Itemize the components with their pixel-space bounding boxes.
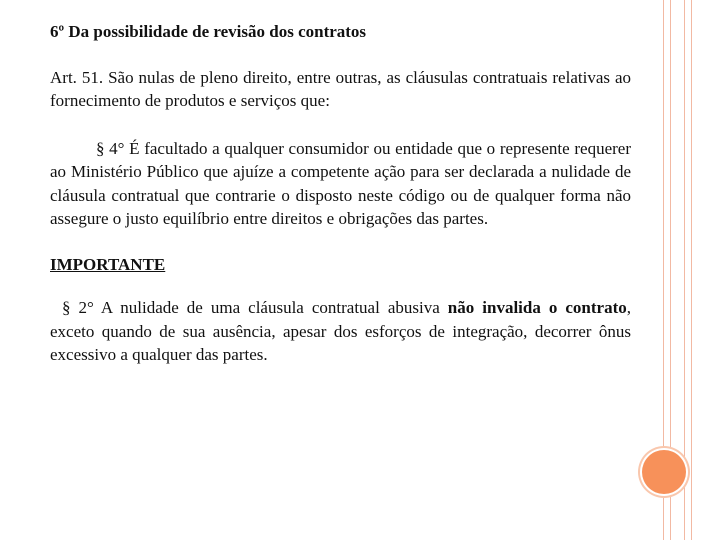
paragraph-2-bold: não invalida o contrato: [447, 298, 627, 317]
paragraph-2-text: [50, 296, 631, 367]
slide-content: [50, 20, 631, 367]
article-51-text: Art. 51. São nulas de pleno direito, entre outras, as cláusulas contratuais relativas ao fornecimento de produtos e serviços que:: [50, 67, 631, 110]
section-heading: 6º Da possibilidade de revisão dos contratos: [50, 22, 367, 41]
decorative-vertical-line: [691, 0, 692, 540]
paragraph-2-post: , exceto quando de sua ausência, apesar dos esforços de integração, decorrer ônus excessivo a qualquer das partes.: [50, 298, 631, 364]
paragraph-2-pre: § 2° A nulidade de uma cláusula contratual abusiva: [62, 298, 448, 317]
decorative-circle: [642, 450, 686, 494]
paragraph-4-text: § 4° É facultado a qualquer consumidor ou entidade que o represente requerer ao Ministério Público que ajuíze a competente ação para ser declarada a nulidade de cláusula contratual que contrarie o disposto neste código ou de qualquer forma não assegure o justo equilíbrio entre direitos e obrigações das partes.: [50, 138, 631, 228]
decorative-vertical-line: [684, 0, 685, 540]
important-label: IMPORTANTE: [50, 254, 166, 274]
